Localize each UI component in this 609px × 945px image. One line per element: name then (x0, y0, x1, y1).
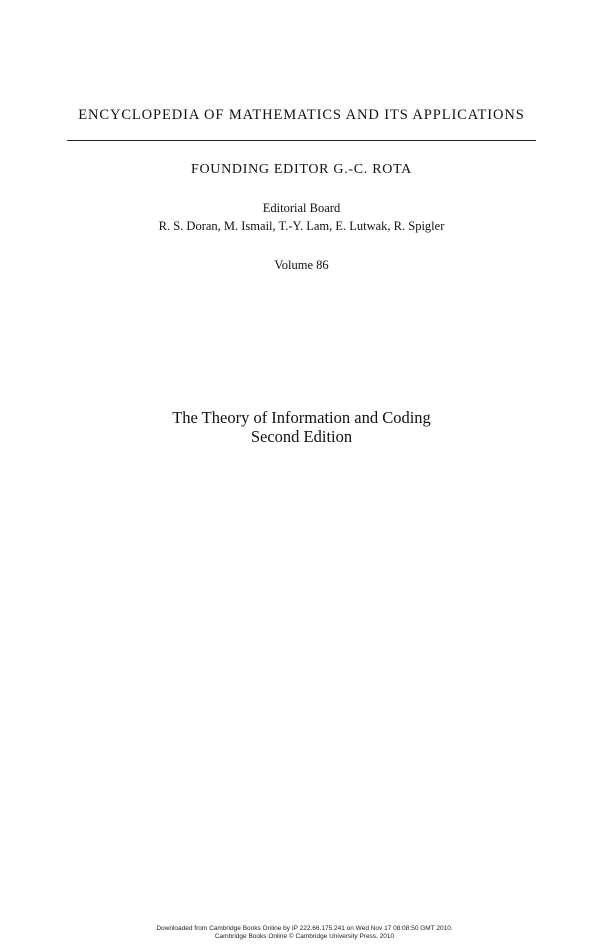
book-edition: Second Edition (250, 427, 353, 446)
editorial-board-members: R. S. Doran, M. Ismail, T.-Y. Lam, E. Lutwak, R. Spigler (158, 219, 445, 233)
editorial-board-heading: Editorial Board (262, 201, 341, 215)
footer-copyright-line: Cambridge Books Online © Cambridge University Press, 2010 (214, 933, 395, 940)
founding-editor: FOUNDING EDITOR G.-C. ROTA (191, 162, 412, 177)
divider-rule (67, 140, 536, 141)
book-title: The Theory of Information and Coding (172, 408, 431, 427)
download-footer (0, 925, 609, 941)
volume-number: Volume 86 (274, 258, 329, 272)
series-title: ENCYCLOPEDIA OF MATHEMATICS AND ITS APPLICATIONS (78, 107, 525, 123)
footer-download-line: Downloaded from Cambridge Books Online by IP 222.66.175.241 on Wed Nov 17 08:08:50 GMT 2010. (156, 925, 453, 932)
